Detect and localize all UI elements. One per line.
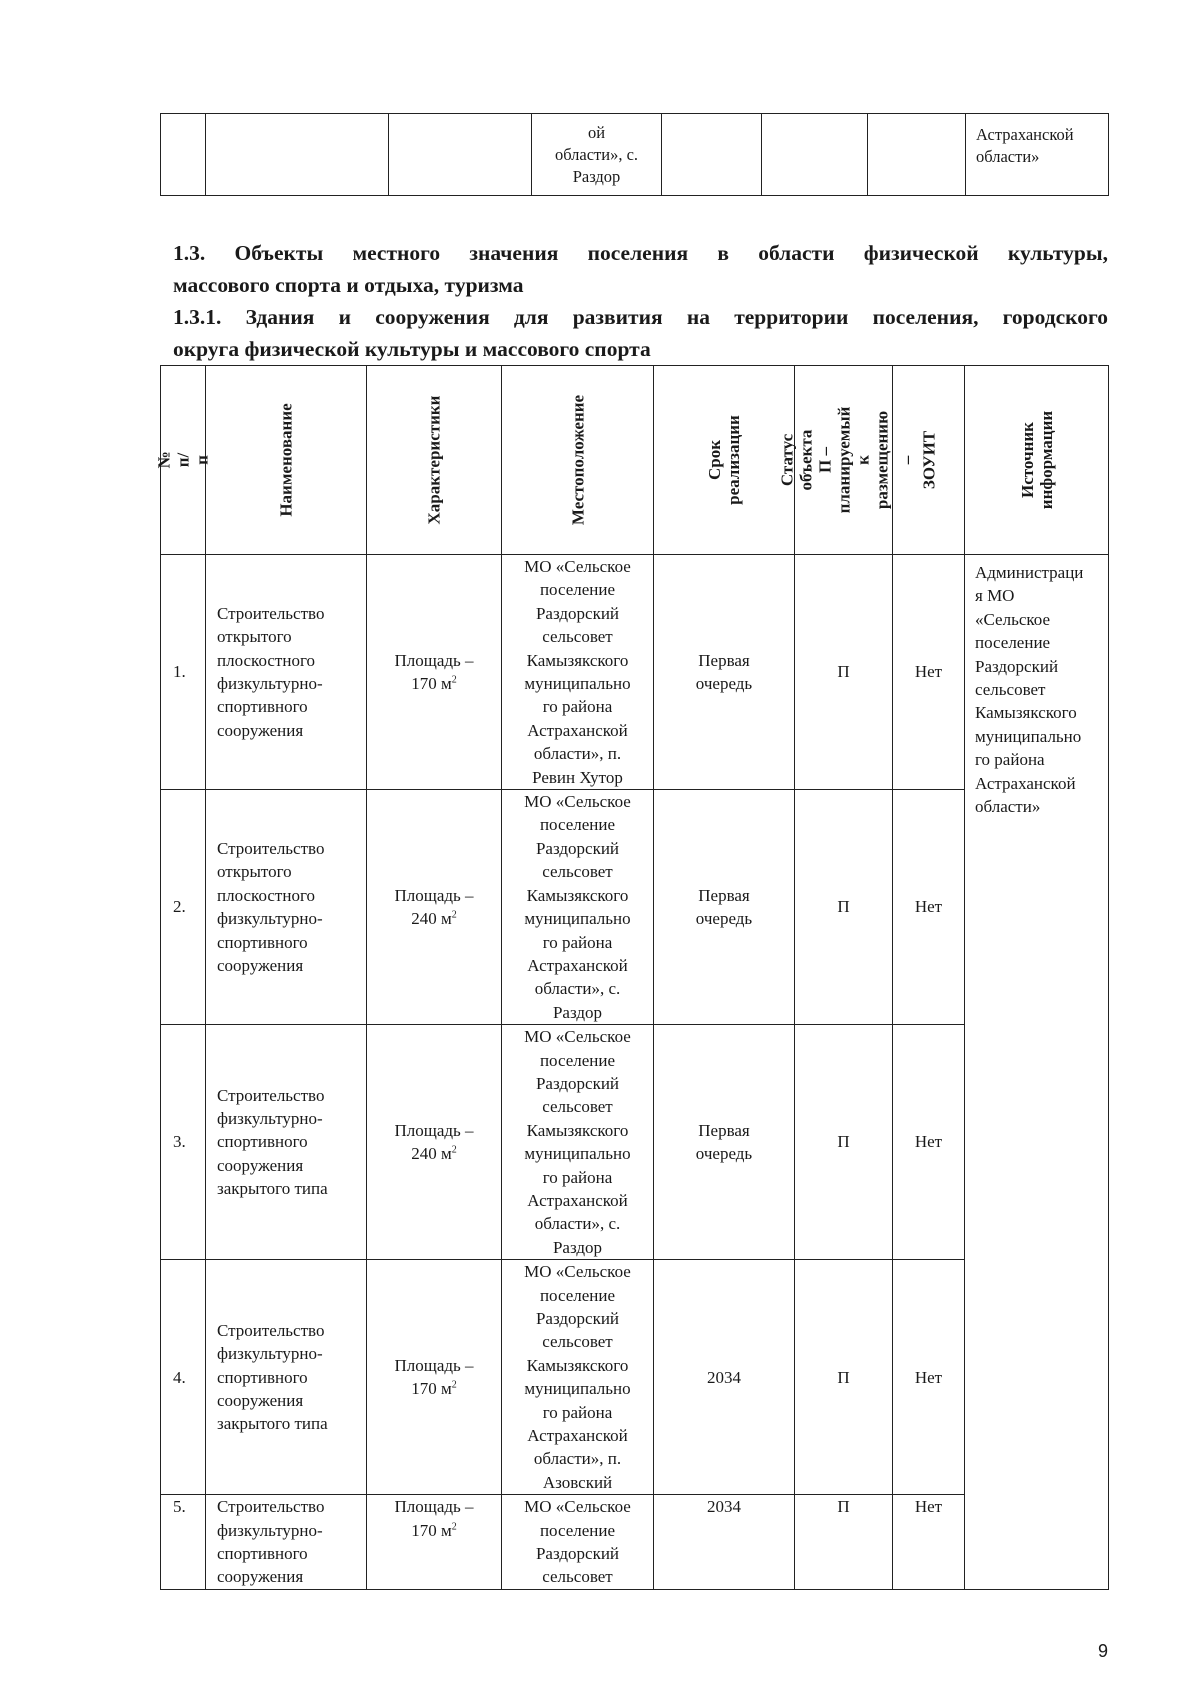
cell-name: Строительство физкультурно- спортивного сооружения	[206, 1495, 367, 1590]
section-heading-1-3	[173, 237, 1108, 301]
header-num: № п/п	[161, 366, 206, 555]
sports-facilities-table	[154, 365, 1109, 1590]
cell-characteristics: Площадь – 170 $м^2$	[367, 1260, 502, 1495]
cell-status: П	[795, 1025, 893, 1260]
cell-num: 5.	[161, 1495, 206, 1590]
cell-zouit: Нет	[893, 1025, 965, 1260]
cell-characteristics: Площадь – 240 $м^2$	[367, 790, 502, 1025]
header-status: Статус объекта П – планируемый к размещению _	[795, 366, 893, 555]
cell-location: МО «Сельское поселение Раздорский сельсовет	[502, 1495, 654, 1590]
cell-num: 1.	[161, 555, 206, 790]
cell-status: П	[795, 1495, 893, 1590]
header-location: Местоположение	[502, 366, 654, 555]
section-heading-1-3-1	[173, 301, 1108, 365]
previous-section-table	[160, 113, 1109, 196]
cell-zouit: Нет	[893, 1495, 965, 1590]
location-cell	[532, 114, 662, 196]
location-text: ой области», с. Раздор	[554, 122, 639, 186]
table-cell	[868, 114, 966, 196]
cell-zouit: Нет	[893, 1260, 965, 1495]
cell-status: П	[795, 555, 893, 790]
heading-line: 1.3.1. Здания и сооружения для развития на территории поселения, городского	[173, 305, 1108, 329]
header-zouit: ЗОУИТ	[893, 366, 965, 555]
cell-term: 2034	[654, 1260, 795, 1495]
cell-status: П	[795, 1260, 893, 1495]
cell-location: МО «Сельское поселение Раздорский сельсовет Камызякского муниципально го района Астраханской области», п. Азовский	[502, 1260, 654, 1495]
cell-term: 2034	[654, 1495, 795, 1590]
cell-location: МО «Сельское поселение Раздорский сельсовет Камызякского муниципально го района Астраханской области», с. Раздор	[502, 790, 654, 1025]
cell-status: П	[795, 790, 893, 1025]
cell-name: Строительство открытого плоскостного физкультурно- спортивного сооружения	[206, 790, 367, 1025]
header-term: Срок реализации	[654, 366, 795, 555]
table-cell	[389, 114, 532, 196]
cell-zouit: Нет	[893, 555, 965, 790]
header-name: Наименование	[206, 366, 367, 555]
table-cell	[662, 114, 762, 196]
table-row	[161, 114, 1109, 196]
page-number: 9	[1098, 1641, 1109, 1661]
source-text: Астраханской области»	[976, 125, 1074, 166]
source-cell	[966, 114, 1109, 196]
cell-name: Строительство открытого плоскостного физкультурно- спортивного сооружения	[206, 555, 367, 790]
cell-characteristics: Площадь – 170 $м^2$	[367, 1495, 502, 1590]
cell-num: 2.	[161, 790, 206, 1025]
cell-characteristics: Площадь – 170 $м^2$	[367, 555, 502, 790]
header-source: Источник информации	[965, 366, 1109, 555]
cell-zouit: Нет	[893, 790, 965, 1025]
cell-characteristics: Площадь – 240 $м^2$	[367, 1025, 502, 1260]
table-cell	[206, 114, 389, 196]
cell-name: Строительство физкультурно- спортивного сооружения закрытого типа	[206, 1025, 367, 1260]
cell-name: Строительство физкультурно- спортивного сооружения закрытого типа	[206, 1260, 367, 1495]
cell-num: 3.	[161, 1025, 206, 1260]
cell-term: Первая очередь	[654, 1025, 795, 1260]
heading-line: округа физической культуры и массового спорта	[173, 337, 651, 361]
header-characteristics: Характеристики	[367, 366, 502, 555]
cell-term: Первая очередь	[654, 790, 795, 1025]
cell-source: Администраци я МО «Сельское поселение Раздорский сельсовет Камызякского муниципально го района Астраханской области»	[965, 555, 1109, 1590]
cell-num: 4.	[161, 1260, 206, 1495]
heading-line: 1.3. Объекты местного значения поселения в области физической культуры,	[173, 241, 1108, 265]
table-header-row	[161, 366, 1109, 555]
cell-location: МО «Сельское поселение Раздорский сельсовет Камызякского муниципально го района Астраханской области», с. Раздор	[502, 1025, 654, 1260]
cell-location: МО «Сельское поселение Раздорский сельсовет Камызякского муниципально го района Астраханской области», п. Ревин Хутор	[502, 555, 654, 790]
cell-term: Первая очередь	[654, 555, 795, 790]
heading-line: массового спорта и отдыха, туризма	[173, 273, 524, 297]
table-cell	[762, 114, 868, 196]
table-row	[161, 555, 1109, 790]
table-cell	[161, 114, 206, 196]
